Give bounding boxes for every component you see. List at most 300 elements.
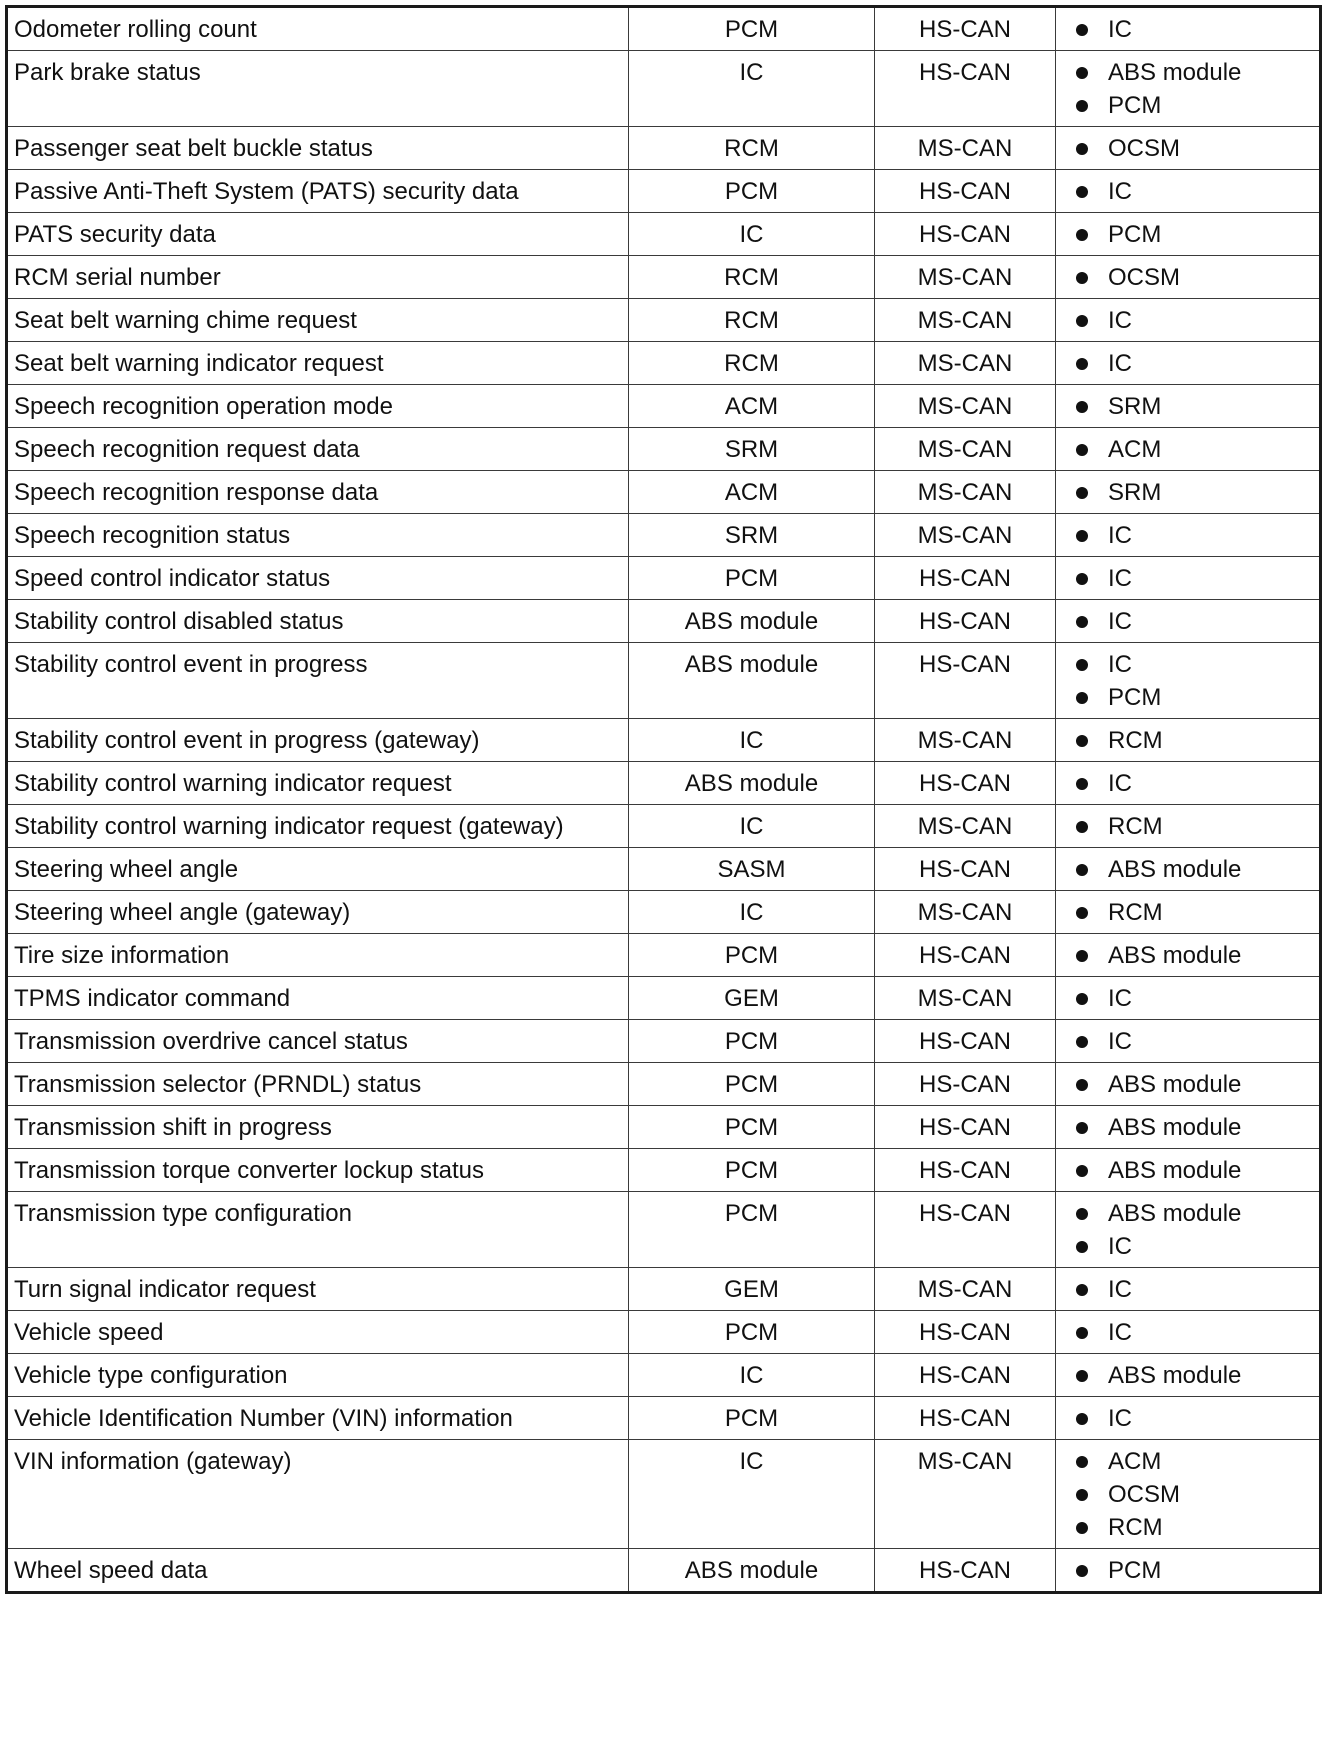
- message-cell: Speech recognition operation mode: [7, 385, 629, 428]
- network-cell: MS-CAN: [875, 428, 1056, 471]
- message-cell: Transmission torque converter lockup status: [7, 1149, 629, 1192]
- receivers-cell: [1056, 762, 1321, 805]
- receiver-label: IC: [1108, 350, 1132, 377]
- receiver-label: IC: [1108, 608, 1132, 635]
- message-cell: Transmission type configuration: [7, 1192, 629, 1268]
- table-row: [7, 170, 1321, 213]
- table-row: [7, 719, 1321, 762]
- receivers-cell: [1056, 471, 1321, 514]
- receivers-cell: [1056, 848, 1321, 891]
- receiver-list: [1062, 724, 1313, 757]
- receiver-list: [1062, 1111, 1313, 1144]
- message-cell: RCM serial number: [7, 256, 629, 299]
- message-cell: VIN information (gateway): [7, 1440, 629, 1549]
- originator-cell: PCM: [629, 1397, 875, 1440]
- receivers-cell: [1056, 514, 1321, 557]
- receiver-label: PCM: [1108, 684, 1162, 711]
- network-cell: HS-CAN: [875, 762, 1056, 805]
- bullet-icon: [1076, 24, 1088, 36]
- receivers-cell: [1056, 977, 1321, 1020]
- receiver-list: [1062, 982, 1313, 1015]
- receiver-label: ACM: [1108, 436, 1162, 463]
- bullet-icon: [1076, 616, 1088, 628]
- network-cell: HS-CAN: [875, 213, 1056, 256]
- receivers-cell: [1056, 1397, 1321, 1440]
- network-cell: HS-CAN: [875, 1106, 1056, 1149]
- receiver-list: [1062, 562, 1313, 595]
- table-row: [7, 891, 1321, 934]
- receiver-item: [1062, 218, 1313, 251]
- network-cell: HS-CAN: [875, 1354, 1056, 1397]
- receivers-cell: [1056, 934, 1321, 977]
- message-cell: Steering wheel angle: [7, 848, 629, 891]
- receiver-item: [1062, 605, 1313, 638]
- network-cell: HS-CAN: [875, 1311, 1056, 1354]
- table-row: [7, 1063, 1321, 1106]
- originator-cell: PCM: [629, 934, 875, 977]
- network-cell: MS-CAN: [875, 299, 1056, 342]
- receiver-item: [1062, 982, 1313, 1015]
- bullet-icon: [1076, 659, 1088, 671]
- table-row: [7, 805, 1321, 848]
- originator-cell: RCM: [629, 256, 875, 299]
- receiver-label: IC: [1108, 565, 1132, 592]
- table-row: [7, 514, 1321, 557]
- message-cell: Passive Anti-Theft System (PATS) security data: [7, 170, 629, 213]
- receiver-item: [1062, 1359, 1313, 1392]
- table-row: [7, 342, 1321, 385]
- bullet-icon: [1076, 1489, 1088, 1501]
- receiver-item: [1062, 1511, 1313, 1544]
- originator-cell: IC: [629, 805, 875, 848]
- receivers-cell: [1056, 1020, 1321, 1063]
- receiver-list: [1062, 648, 1313, 714]
- bullet-icon: [1076, 1327, 1088, 1339]
- bullet-icon: [1076, 315, 1088, 327]
- network-cell: HS-CAN: [875, 1149, 1056, 1192]
- originator-cell: IC: [629, 1354, 875, 1397]
- table-row: [7, 1268, 1321, 1311]
- receiver-label: IC: [1108, 16, 1132, 43]
- receiver-item: [1062, 261, 1313, 294]
- receiver-label: OCSM: [1108, 264, 1180, 291]
- receiver-label: IC: [1108, 985, 1132, 1012]
- receiver-label: IC: [1108, 1028, 1132, 1055]
- receiver-item: [1062, 1273, 1313, 1306]
- bullet-icon: [1076, 229, 1088, 241]
- receivers-cell: [1056, 1192, 1321, 1268]
- table-row: [7, 1149, 1321, 1192]
- bullet-icon: [1076, 1079, 1088, 1091]
- originator-cell: PCM: [629, 7, 875, 51]
- receiver-label: RCM: [1108, 899, 1163, 926]
- receiver-list: [1062, 132, 1313, 165]
- receiver-list: [1062, 1359, 1313, 1392]
- message-cell: Passenger seat belt buckle status: [7, 127, 629, 170]
- message-cell: PATS security data: [7, 213, 629, 256]
- bullet-icon: [1076, 735, 1088, 747]
- bullet-icon: [1076, 100, 1088, 112]
- receivers-cell: [1056, 170, 1321, 213]
- receiver-item: [1062, 767, 1313, 800]
- bullet-icon: [1076, 1370, 1088, 1382]
- receiver-item: [1062, 1316, 1313, 1349]
- network-cell: MS-CAN: [875, 127, 1056, 170]
- network-cell: MS-CAN: [875, 385, 1056, 428]
- bullet-icon: [1076, 1565, 1088, 1577]
- receiver-item: [1062, 648, 1313, 681]
- bullet-icon: [1076, 1522, 1088, 1534]
- receivers-cell: [1056, 891, 1321, 934]
- originator-cell: SASM: [629, 848, 875, 891]
- receiver-label: ABS module: [1108, 1362, 1242, 1389]
- originator-cell: IC: [629, 51, 875, 127]
- receiver-item: [1062, 175, 1313, 208]
- network-cell: HS-CAN: [875, 934, 1056, 977]
- receivers-cell: [1056, 600, 1321, 643]
- network-cell: MS-CAN: [875, 256, 1056, 299]
- receiver-item: [1062, 939, 1313, 972]
- table-body: [7, 7, 1321, 1593]
- receiver-item: [1062, 1111, 1313, 1144]
- receivers-cell: [1056, 1268, 1321, 1311]
- bullet-icon: [1076, 1413, 1088, 1425]
- message-cell: Turn signal indicator request: [7, 1268, 629, 1311]
- originator-cell: PCM: [629, 557, 875, 600]
- bullet-icon: [1076, 530, 1088, 542]
- table-row: [7, 51, 1321, 127]
- receivers-cell: [1056, 1354, 1321, 1397]
- network-cell: MS-CAN: [875, 891, 1056, 934]
- receiver-label: IC: [1108, 522, 1132, 549]
- network-cell: MS-CAN: [875, 719, 1056, 762]
- receivers-cell: [1056, 557, 1321, 600]
- originator-cell: PCM: [629, 1020, 875, 1063]
- receiver-item: [1062, 433, 1313, 466]
- receiver-item: [1062, 390, 1313, 423]
- network-message-table: [5, 5, 1322, 1594]
- receiver-label: IC: [1108, 307, 1132, 334]
- message-cell: Stability control event in progress (gateway): [7, 719, 629, 762]
- receiver-list: [1062, 347, 1313, 380]
- originator-cell: ACM: [629, 471, 875, 514]
- table-row: [7, 934, 1321, 977]
- receiver-label: IC: [1108, 178, 1132, 205]
- table-row: [7, 600, 1321, 643]
- receiver-list: [1062, 1025, 1313, 1058]
- receiver-list: [1062, 433, 1313, 466]
- receiver-item: [1062, 681, 1313, 714]
- table-row: [7, 1354, 1321, 1397]
- receivers-cell: [1056, 1440, 1321, 1549]
- bullet-icon: [1076, 444, 1088, 456]
- message-cell: Stability control warning indicator request (gateway): [7, 805, 629, 848]
- bullet-icon: [1076, 1241, 1088, 1253]
- bullet-icon: [1076, 1456, 1088, 1468]
- receiver-label: ABS module: [1108, 942, 1242, 969]
- bullet-icon: [1076, 272, 1088, 284]
- receiver-list: [1062, 476, 1313, 509]
- bullet-icon: [1076, 778, 1088, 790]
- table-row: [7, 256, 1321, 299]
- network-cell: HS-CAN: [875, 7, 1056, 51]
- receiver-item: [1062, 132, 1313, 165]
- originator-cell: PCM: [629, 170, 875, 213]
- table-row: [7, 1311, 1321, 1354]
- bullet-icon: [1076, 1036, 1088, 1048]
- bullet-icon: [1076, 1284, 1088, 1296]
- message-cell: Transmission overdrive cancel status: [7, 1020, 629, 1063]
- receivers-cell: [1056, 719, 1321, 762]
- message-cell: Park brake status: [7, 51, 629, 127]
- originator-cell: RCM: [629, 127, 875, 170]
- bullet-icon: [1076, 1165, 1088, 1177]
- bullet-icon: [1076, 1122, 1088, 1134]
- bullet-icon: [1076, 186, 1088, 198]
- bullet-icon: [1076, 487, 1088, 499]
- receiver-label: SRM: [1108, 479, 1162, 506]
- receiver-item: [1062, 304, 1313, 337]
- receivers-cell: [1056, 1063, 1321, 1106]
- receiver-label: RCM: [1108, 727, 1163, 754]
- receivers-cell: [1056, 299, 1321, 342]
- receiver-item: [1062, 1068, 1313, 1101]
- receiver-list: [1062, 810, 1313, 843]
- originator-cell: PCM: [629, 1311, 875, 1354]
- receiver-list: [1062, 853, 1313, 886]
- bullet-icon: [1076, 692, 1088, 704]
- receivers-cell: [1056, 7, 1321, 51]
- receiver-item: [1062, 13, 1313, 46]
- originator-cell: ACM: [629, 385, 875, 428]
- receiver-label: OCSM: [1108, 1481, 1180, 1508]
- receiver-list: [1062, 390, 1313, 423]
- message-cell: Speech recognition request data: [7, 428, 629, 471]
- originator-cell: PCM: [629, 1106, 875, 1149]
- originator-cell: IC: [629, 891, 875, 934]
- receiver-item: [1062, 347, 1313, 380]
- table-row: [7, 7, 1321, 51]
- originator-cell: RCM: [629, 299, 875, 342]
- table-row: [7, 1397, 1321, 1440]
- receiver-label: IC: [1108, 1276, 1132, 1303]
- receiver-item: [1062, 896, 1313, 929]
- network-cell: HS-CAN: [875, 848, 1056, 891]
- table-row: [7, 762, 1321, 805]
- message-cell: Steering wheel angle (gateway): [7, 891, 629, 934]
- receivers-cell: [1056, 805, 1321, 848]
- network-cell: HS-CAN: [875, 600, 1056, 643]
- network-cell: MS-CAN: [875, 805, 1056, 848]
- message-cell: Stability control event in progress: [7, 643, 629, 719]
- table-row: [7, 1106, 1321, 1149]
- receiver-list: [1062, 1154, 1313, 1187]
- bullet-icon: [1076, 993, 1088, 1005]
- receiver-item: [1062, 1230, 1313, 1263]
- message-cell: Vehicle speed: [7, 1311, 629, 1354]
- originator-cell: ABS module: [629, 762, 875, 805]
- receiver-item: [1062, 1025, 1313, 1058]
- network-cell: HS-CAN: [875, 1192, 1056, 1268]
- receiver-item: [1062, 1554, 1313, 1587]
- message-cell: TPMS indicator command: [7, 977, 629, 1020]
- receivers-cell: [1056, 643, 1321, 719]
- table-row: [7, 977, 1321, 1020]
- message-cell: Speed control indicator status: [7, 557, 629, 600]
- receiver-list: [1062, 519, 1313, 552]
- receiver-list: [1062, 304, 1313, 337]
- receiver-label: ABS module: [1108, 856, 1242, 883]
- table-row: [7, 1549, 1321, 1593]
- receiver-label: SRM: [1108, 393, 1162, 420]
- table-row: [7, 557, 1321, 600]
- receivers-cell: [1056, 51, 1321, 127]
- receiver-label: RCM: [1108, 1514, 1163, 1541]
- receiver-list: [1062, 1068, 1313, 1101]
- receiver-list: [1062, 939, 1313, 972]
- network-cell: HS-CAN: [875, 170, 1056, 213]
- receiver-label: IC: [1108, 770, 1132, 797]
- receiver-label: PCM: [1108, 221, 1162, 248]
- table-row: [7, 1192, 1321, 1268]
- bullet-icon: [1076, 950, 1088, 962]
- table-row: [7, 1440, 1321, 1549]
- receiver-list: [1062, 261, 1313, 294]
- originator-cell: GEM: [629, 1268, 875, 1311]
- receiver-list: [1062, 56, 1313, 122]
- originator-cell: PCM: [629, 1149, 875, 1192]
- receivers-cell: [1056, 1149, 1321, 1192]
- message-cell: Stability control warning indicator request: [7, 762, 629, 805]
- message-cell: Transmission selector (PRNDL) status: [7, 1063, 629, 1106]
- receivers-cell: [1056, 256, 1321, 299]
- originator-cell: ABS module: [629, 600, 875, 643]
- receiver-list: [1062, 218, 1313, 251]
- message-cell: Speech recognition response data: [7, 471, 629, 514]
- message-cell: Seat belt warning chime request: [7, 299, 629, 342]
- originator-cell: IC: [629, 1440, 875, 1549]
- bullet-icon: [1076, 358, 1088, 370]
- table-row: [7, 428, 1321, 471]
- network-cell: HS-CAN: [875, 557, 1056, 600]
- bullet-icon: [1076, 143, 1088, 155]
- message-cell: Stability control disabled status: [7, 600, 629, 643]
- network-cell: MS-CAN: [875, 342, 1056, 385]
- message-cell: Wheel speed data: [7, 1549, 629, 1593]
- message-cell: Vehicle Identification Number (VIN) information: [7, 1397, 629, 1440]
- receiver-item: [1062, 1402, 1313, 1435]
- message-cell: Tire size information: [7, 934, 629, 977]
- receiver-label: RCM: [1108, 813, 1163, 840]
- network-cell: HS-CAN: [875, 1549, 1056, 1593]
- receiver-item: [1062, 1154, 1313, 1187]
- originator-cell: ABS module: [629, 643, 875, 719]
- receiver-list: [1062, 1445, 1313, 1544]
- receiver-label: ABS module: [1108, 1114, 1242, 1141]
- receiver-list: [1062, 896, 1313, 929]
- receivers-cell: [1056, 428, 1321, 471]
- receiver-list: [1062, 1402, 1313, 1435]
- receiver-label: OCSM: [1108, 135, 1180, 162]
- table-row: [7, 643, 1321, 719]
- receiver-item: [1062, 1445, 1313, 1478]
- table-row: [7, 213, 1321, 256]
- receiver-item: [1062, 56, 1313, 89]
- originator-cell: RCM: [629, 342, 875, 385]
- network-cell: MS-CAN: [875, 1440, 1056, 1549]
- message-cell: Seat belt warning indicator request: [7, 342, 629, 385]
- bullet-icon: [1076, 907, 1088, 919]
- originator-cell: GEM: [629, 977, 875, 1020]
- bullet-icon: [1076, 864, 1088, 876]
- receiver-label: IC: [1108, 1319, 1132, 1346]
- network-cell: MS-CAN: [875, 471, 1056, 514]
- receiver-item: [1062, 853, 1313, 886]
- receiver-item: [1062, 1197, 1313, 1230]
- table-row: [7, 299, 1321, 342]
- receiver-list: [1062, 1197, 1313, 1263]
- bullet-icon: [1076, 67, 1088, 79]
- originator-cell: IC: [629, 213, 875, 256]
- network-cell: HS-CAN: [875, 51, 1056, 127]
- originator-cell: PCM: [629, 1192, 875, 1268]
- network-cell: HS-CAN: [875, 643, 1056, 719]
- bullet-icon: [1076, 573, 1088, 585]
- receiver-item: [1062, 476, 1313, 509]
- originator-cell: SRM: [629, 428, 875, 471]
- message-cell: Odometer rolling count: [7, 7, 629, 51]
- receiver-label: ACM: [1108, 1448, 1162, 1475]
- bullet-icon: [1076, 401, 1088, 413]
- receiver-item: [1062, 562, 1313, 595]
- receivers-cell: [1056, 213, 1321, 256]
- bullet-icon: [1076, 821, 1088, 833]
- receiver-list: [1062, 13, 1313, 46]
- receiver-list: [1062, 175, 1313, 208]
- receiver-list: [1062, 1273, 1313, 1306]
- receiver-label: PCM: [1108, 1557, 1162, 1584]
- network-cell: MS-CAN: [875, 977, 1056, 1020]
- receiver-label: ABS module: [1108, 1200, 1242, 1227]
- receivers-cell: [1056, 127, 1321, 170]
- table-row: [7, 385, 1321, 428]
- receiver-list: [1062, 767, 1313, 800]
- receivers-cell: [1056, 1549, 1321, 1593]
- message-cell: Speech recognition status: [7, 514, 629, 557]
- receivers-cell: [1056, 342, 1321, 385]
- table-row: [7, 127, 1321, 170]
- originator-cell: IC: [629, 719, 875, 762]
- message-cell: Vehicle type configuration: [7, 1354, 629, 1397]
- receiver-list: [1062, 1316, 1313, 1349]
- table-row: [7, 1020, 1321, 1063]
- originator-cell: PCM: [629, 1063, 875, 1106]
- receiver-label: ABS module: [1108, 59, 1242, 86]
- receiver-label: IC: [1108, 1233, 1132, 1260]
- table-row: [7, 848, 1321, 891]
- network-cell: MS-CAN: [875, 1268, 1056, 1311]
- originator-cell: SRM: [629, 514, 875, 557]
- network-cell: MS-CAN: [875, 514, 1056, 557]
- bullet-icon: [1076, 1208, 1088, 1220]
- receivers-cell: [1056, 1311, 1321, 1354]
- receiver-label: IC: [1108, 1405, 1132, 1432]
- receiver-label: ABS module: [1108, 1071, 1242, 1098]
- receiver-item: [1062, 724, 1313, 757]
- receiver-label: ABS module: [1108, 1157, 1242, 1184]
- receiver-label: PCM: [1108, 92, 1162, 119]
- network-cell: HS-CAN: [875, 1063, 1056, 1106]
